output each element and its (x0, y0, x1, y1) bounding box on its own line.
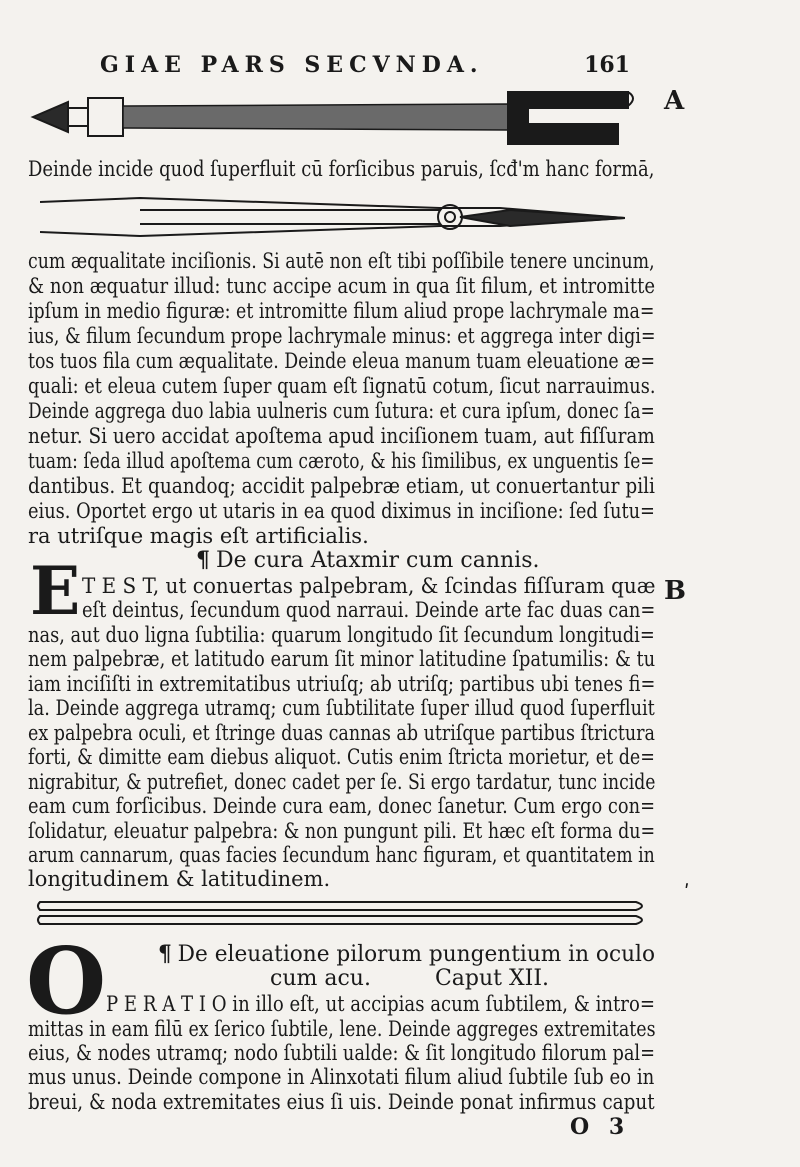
text-line: mus unus. Deinde compone in Alinxotati filum aliud ſubtile ſub eo in (28, 1065, 655, 1089)
text-line: ius, & filum ſecundum prope lachrymale minus: et aggrega inter digi= (28, 324, 656, 348)
text-line: longitudinem & latitudinem. (28, 867, 331, 891)
text-line: breui, & noda extremitates eius ſi uis. Deinde ponat infirmus caput (28, 1090, 655, 1114)
signature-mark: O 3 (570, 1114, 631, 1140)
running-title: GIAE PARS SECVNDA. (100, 52, 484, 78)
margin-mark-a: A (664, 86, 685, 116)
text-line: tos tuos fila cum æqualitate. Deinde eleua manum tuam eleuatione æ= (28, 349, 656, 373)
section-heading-text: cum acu. (270, 966, 371, 991)
text-line: T E S T, ut conuertas palpebram, & ſcindas fiſſuram quæ (82, 574, 656, 598)
text-line: ex palpebra oculi, et ſtringe duas cannas ab utriſque partibus ſtrictura (28, 721, 655, 745)
text-line: eſt deintus, ſecundum quod narraui. Deinde arte fac duas can= (82, 598, 656, 622)
text-line: quali: et eleua cutem ſuper quam eſt ſignatū cotum, ſicut narrauimus. (28, 374, 656, 398)
text-line: ra utriſque magis eſt artificialis. (28, 524, 369, 548)
drop-cap-o: O (26, 927, 107, 1035)
text-line: Deinde incide quod ſuperfluit cū forſicibus paruis, ſcđ'm hanc formā, (28, 157, 655, 181)
text-line: netur. Si uero accidat apoſtema apud inciſionem tuam, aut fiſſuram (28, 424, 655, 448)
section-heading (158, 941, 655, 968)
text-line: Deinde aggrega duo labia uulneris cum ſutura: et cura ipſum, donec ſa= (28, 399, 655, 423)
section-heading-text: De eleuatione pilorum pungentium in oculo (177, 942, 655, 967)
canes-figure (36, 896, 656, 930)
text-line: iam inciſiſti in extremitatibus utriuſq; ab utriſq; partibus ubi tenes fi= (28, 672, 656, 696)
running-header (100, 52, 630, 78)
section-heading-line2 (270, 966, 549, 992)
text-line: eius, & nodes utramq; nodo ſubtili ualde: & ſit longitudo filorum pal= (28, 1041, 656, 1065)
text-line: forti, & dimitte eam diebus aliquot. Cutis enim ſtricta morietur, et de= (28, 745, 655, 769)
stray-mark: ʹ (684, 880, 690, 904)
text-line: dantibus. Et quandoq; accidit palpebræ etiam, ut conuertantur pili (28, 474, 655, 498)
pilcrow-icon: ¶ (196, 547, 210, 573)
text-line: nigrabitur, & putrefiet, donec cadet per ſe. Si ergo tardatur, tunc incide (28, 770, 656, 794)
text-line: eam cum forſicibus. Deinde cura eam, donec ſanetur. Cum ergo con= (28, 794, 656, 818)
text-line: la. Deinde aggrega utramq; cum ſubtilitate ſuper illud quod ſuperfluit (28, 696, 655, 720)
drop-cap-e: E (30, 552, 81, 630)
text-line: ſolidatur, eleuatur palpebra: & non pungunt pili. Et hæc eſt forma du= (28, 819, 656, 843)
double-ended-instrument-figure (40, 192, 625, 240)
text-line: cum æqualitate inciſionis. Si autē non eſt tibi poſſibile tenere uncinum, (28, 249, 655, 273)
text-line: ipſum in medio figuræ: et intromitte filum aliud prope lachrymale ma= (28, 299, 655, 323)
section-heading (196, 547, 539, 574)
text-line: arum cannarum, quas facies ſecundum hanc figuram, et quantitatem in (28, 843, 655, 867)
text-line: eius. Oportet ergo ut utaris in ea quod diximus in inciſione: ſed ſutu= (28, 499, 655, 523)
section-heading-text: De cura Ataxmir cum cannis. (216, 548, 540, 573)
text-line: tuam: ſeda illud apoſtema cum cæroto, & his ſimilibus, ex unguentis ſe= (28, 449, 655, 473)
margin-mark-b: B (664, 576, 686, 606)
page-number: 161 (584, 52, 630, 78)
text-line: & non æquatur illud: tunc accipe acum in qua ſit filum, et intromitte (28, 274, 656, 298)
text-line: mittas in eam filū ex ſerico ſubtile, lene. Deinde aggreges extremitates (28, 1017, 656, 1041)
text-line: nem palpebræ, et latitudo earum ſit minor latitudine ſpatumilis: & tu (28, 647, 656, 671)
trident-instrument-figure (28, 84, 638, 150)
text-line: P E R A T I O in illo eſt, ut accipias acum ſubtilem, & intro= (106, 992, 655, 1016)
pilcrow-icon: ¶ (158, 941, 172, 967)
chapter-label: Caput XII. (434, 966, 550, 991)
text-line: nas, aut duo ligna ſubtilia: quarum longitudo ſit ſecundum longitudi= (28, 623, 655, 647)
